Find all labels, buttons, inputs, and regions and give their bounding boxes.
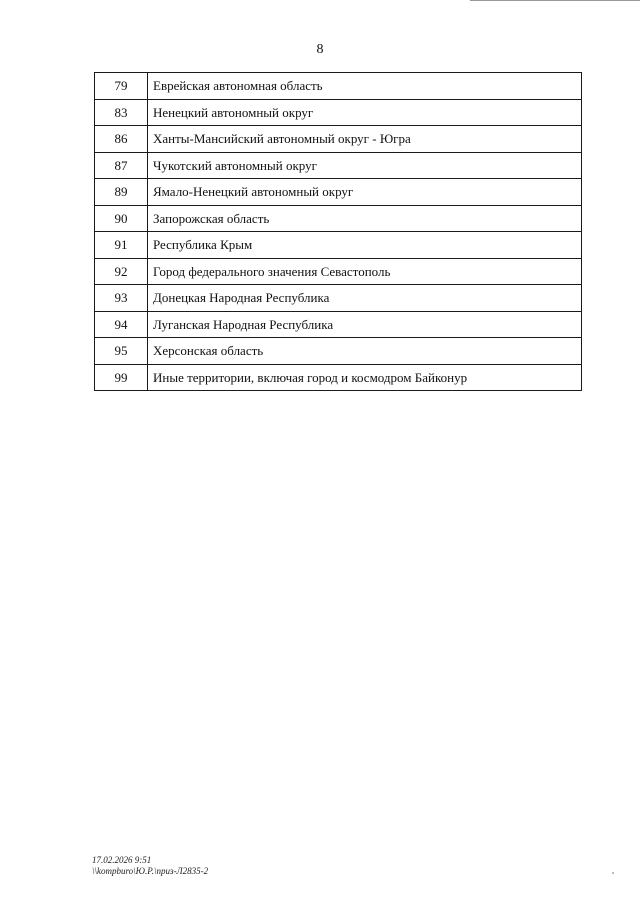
region-name: Еврейская автономная область [148, 73, 582, 100]
region-code: 91 [95, 232, 148, 259]
table-row [95, 364, 582, 391]
region-name: Ямало-Ненецкий автономный округ [148, 179, 582, 206]
table-row [95, 338, 582, 365]
table-row [95, 232, 582, 259]
page-number: 8 [316, 42, 324, 57]
scan-speck [612, 872, 614, 874]
scan-edge-mark [470, 0, 640, 1]
region-name: Республика Крым [148, 232, 582, 259]
region-name: Иные территории, включая город и космодром Байконур [148, 364, 582, 391]
region-code: 83 [95, 99, 148, 126]
region-name: Луганская Народная Республика [148, 311, 582, 338]
region-name: Ненецкий автономный округ [148, 99, 582, 126]
table-row [95, 126, 582, 153]
region-code: 93 [95, 285, 148, 312]
region-name: Запорожская область [148, 205, 582, 232]
region-code: 90 [95, 205, 148, 232]
region-name: Ханты-Мансийский автономный округ - Югра [148, 126, 582, 153]
table-row [95, 285, 582, 312]
region-name: Донецкая Народная Республика [148, 285, 582, 312]
region-code: 99 [95, 364, 148, 391]
table-row [95, 99, 582, 126]
region-code: 89 [95, 179, 148, 206]
region-code: 94 [95, 311, 148, 338]
regions-table [94, 72, 582, 391]
region-code: 92 [95, 258, 148, 285]
footer-date: 17.02.2026 9:51 [92, 855, 152, 865]
footer-file-path: \\kompburo\Ю.Р.\приз-Л2835-2 [92, 866, 209, 876]
region-code: 95 [95, 338, 148, 365]
table-row [95, 73, 582, 100]
region-code: 79 [95, 73, 148, 100]
region-name: Чукотский автономный округ [148, 152, 582, 179]
table-row [95, 311, 582, 338]
table-row [95, 258, 582, 285]
region-code: 87 [95, 152, 148, 179]
table-row [95, 152, 582, 179]
region-name: Херсонская область [148, 338, 582, 365]
table-row [95, 205, 582, 232]
document-footer [92, 855, 208, 877]
region-name: Город федерального значения Севастополь [148, 258, 582, 285]
region-code: 86 [95, 126, 148, 153]
table-row [95, 179, 582, 206]
